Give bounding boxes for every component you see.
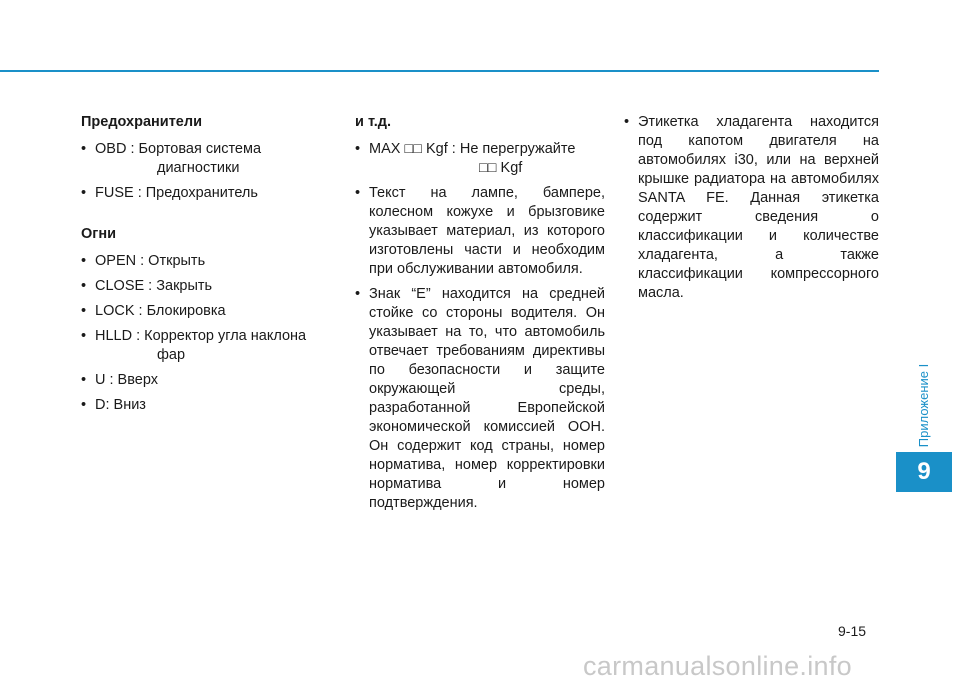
- header-rule: [0, 70, 879, 72]
- fuses-list: [81, 140, 333, 203]
- obd-key: • OBD : Бортовая: [95, 141, 202, 157]
- heading-fuses: Предохранители: [81, 114, 202, 130]
- lights-list: [81, 252, 333, 415]
- list-item-refrigerant-label: • Этикетка хладагента находится под капотом двигателя на автомобилях i30, или на верхней крышке радиатора на автомобилях SANTA FE. Данная этикетка содержит сведения о классификации и количестве хладагента, а также классификации компрессорного масла.: [624, 113, 879, 303]
- column-3: [624, 113, 879, 309]
- obd-value: система: [205, 141, 262, 157]
- heading-etc: и т.д.: [355, 114, 392, 130]
- list-item-text: • Текст на лампе, бампере, колесном кожухе и брызговике указывает материал, из которого изготовлены части и необходим при обслуживании автомобиля.: [355, 184, 605, 279]
- list-item-max: [355, 140, 605, 178]
- list-item-sign: • Знак “E” находится на средней стойке со стороны водителя. Он указывает на то, что автомобиль отвечает требованиям директивы по безопасности и защите окружающей среды, разработанной Европейской экономической комиссией ООН. Он содержит код страны, номер норматива, номер корректировки норматива и номер подтверждения.: [355, 285, 605, 513]
- max-value: перегружайте: [482, 141, 576, 157]
- max-continuation: □□ Kgf: [479, 160, 523, 176]
- markings-list: [355, 140, 605, 513]
- section-label-text: Приложение I: [916, 363, 932, 447]
- list-item-up: • U : Вверх: [81, 371, 333, 390]
- hlld-continuation: фар: [157, 347, 186, 363]
- list-item-hlld: [81, 327, 333, 365]
- max-key: • MAX □□ Kgf : Не: [369, 141, 479, 157]
- list-item-fuse: • FUSE : Предохранитель: [81, 184, 333, 203]
- list-item-down: • D: Вниз: [81, 396, 333, 415]
- chapter-tab: [896, 452, 952, 492]
- refrigerant-list: [624, 113, 879, 303]
- page-number: 9-15: [838, 623, 867, 639]
- hlld-value: наклона: [250, 328, 307, 344]
- hlld-key: • HLLD : Корректор угла: [95, 328, 247, 344]
- watermark: carmanualsonline.info: [583, 651, 852, 681]
- list-item-obd: [81, 140, 333, 178]
- heading-lights: Огни: [81, 226, 116, 242]
- chapter-number: 9: [917, 458, 931, 485]
- list-item-open: • OPEN : Открыть: [81, 252, 333, 271]
- column-2: [355, 113, 605, 519]
- list-item-lock: • LOCK : Блокировка: [81, 302, 333, 321]
- obd-continuation: диагностики: [157, 160, 240, 176]
- list-item-close: • CLOSE : Закрыть: [81, 277, 333, 296]
- column-1: [81, 113, 333, 421]
- section-side-label: [896, 360, 952, 450]
